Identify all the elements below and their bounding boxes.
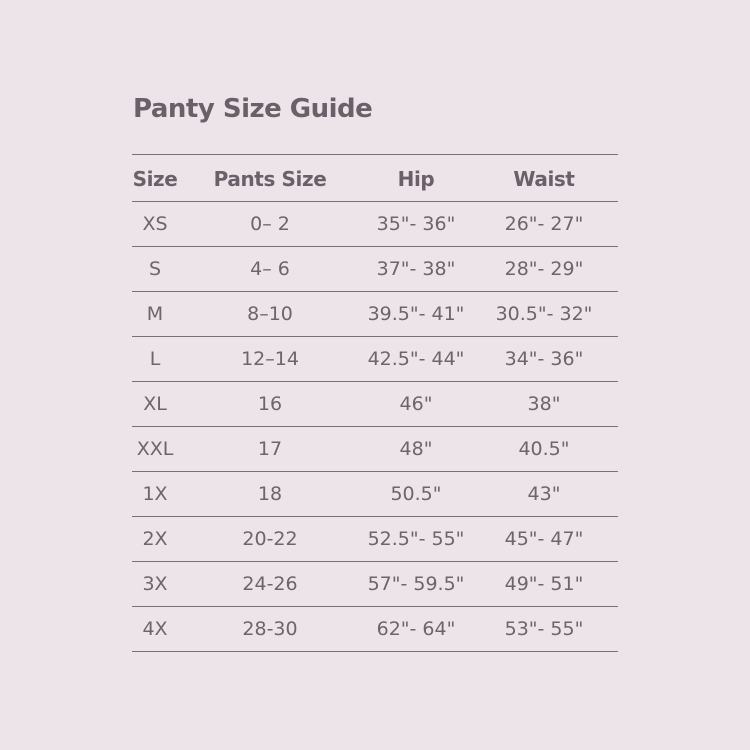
table-row	[132, 562, 618, 607]
cell-waist: 30.5"- 32"	[470, 292, 618, 337]
cell-hip: 52.5"- 55"	[362, 517, 470, 562]
table-row	[132, 472, 618, 517]
table-row	[132, 202, 618, 247]
table-row	[132, 292, 618, 337]
table-row	[132, 517, 618, 562]
table-body	[132, 202, 618, 652]
header-pants-size: Pants Size	[178, 155, 362, 202]
cell-size: 3X	[132, 562, 178, 607]
cell-hip: 37"- 38"	[362, 247, 470, 292]
table-header	[132, 155, 618, 202]
cell-size: 1X	[132, 472, 178, 517]
header-row	[132, 155, 618, 202]
cell-size: S	[132, 247, 178, 292]
cell-waist: 34"- 36"	[470, 337, 618, 382]
table-row	[132, 427, 618, 472]
cell-size: M	[132, 292, 178, 337]
header-waist: Waist	[470, 155, 618, 202]
cell-hip: 39.5"- 41"	[362, 292, 470, 337]
cell-size: XS	[132, 202, 178, 247]
cell-hip: 42.5"- 44"	[362, 337, 470, 382]
cell-waist: 53"- 55"	[470, 607, 618, 652]
cell-pants-size: 16	[178, 382, 362, 427]
cell-waist: 38"	[470, 382, 618, 427]
table-row	[132, 337, 618, 382]
cell-pants-size: 12–14	[178, 337, 362, 382]
cell-waist: 40.5"	[470, 427, 618, 472]
cell-hip: 57"- 59.5"	[362, 562, 470, 607]
table-row	[132, 382, 618, 427]
cell-hip: 35"- 36"	[362, 202, 470, 247]
cell-hip: 50.5"	[362, 472, 470, 517]
cell-pants-size: 4– 6	[178, 247, 362, 292]
table-row	[132, 247, 618, 292]
cell-size: XXL	[132, 427, 178, 472]
cell-size: 4X	[132, 607, 178, 652]
cell-hip: 48"	[362, 427, 470, 472]
cell-hip: 62"- 64"	[362, 607, 470, 652]
cell-pants-size: 8–10	[178, 292, 362, 337]
table-row	[132, 607, 618, 652]
cell-hip: 46"	[362, 382, 470, 427]
cell-pants-size: 20-22	[178, 517, 362, 562]
cell-pants-size: 28-30	[178, 607, 362, 652]
size-table	[132, 154, 618, 652]
cell-size: L	[132, 337, 178, 382]
cell-waist: 43"	[470, 472, 618, 517]
cell-pants-size: 24-26	[178, 562, 362, 607]
cell-pants-size: 17	[178, 427, 362, 472]
cell-waist: 26"- 27"	[470, 202, 618, 247]
cell-pants-size: 0– 2	[178, 202, 362, 247]
cell-waist: 45"- 47"	[470, 517, 618, 562]
cell-size: 2X	[132, 517, 178, 562]
header-hip: Hip	[362, 155, 470, 202]
cell-size: XL	[132, 382, 178, 427]
cell-waist: 28"- 29"	[470, 247, 618, 292]
cell-pants-size: 18	[178, 472, 362, 517]
cell-waist: 49"- 51"	[470, 562, 618, 607]
page-title: Panty Size Guide	[133, 94, 373, 124]
header-size: Size	[132, 155, 178, 202]
